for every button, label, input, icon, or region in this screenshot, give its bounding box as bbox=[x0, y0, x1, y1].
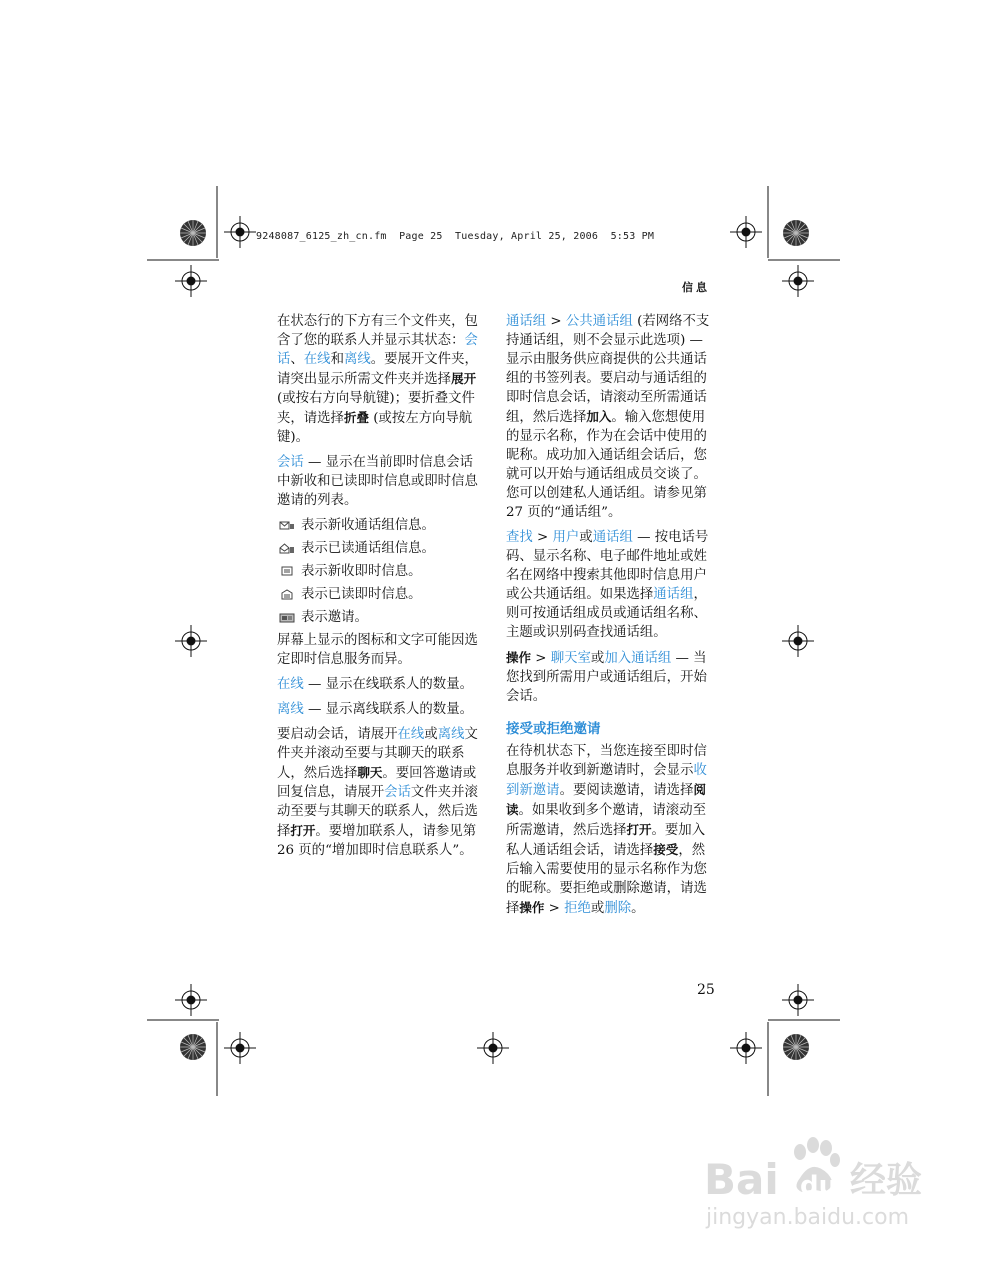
text: ，则可按通话组成员或通话组名称、主题或识别码查找通话组。 bbox=[506, 587, 707, 640]
read-instant-message-icon bbox=[279, 589, 295, 600]
link-online[interactable]: 在线 bbox=[303, 352, 331, 367]
text: > bbox=[544, 901, 565, 916]
link-join-group[interactable]: 加入通话组 bbox=[604, 651, 672, 666]
section-title: 接受或拒绝邀请 bbox=[506, 721, 601, 737]
text: 在状态行的下方有三个文件夹，包含了您的联系人并显示其状态： bbox=[277, 314, 478, 348]
icon-legend-row bbox=[277, 539, 484, 558]
watermark-url: jingyan.baidu.com bbox=[706, 1205, 910, 1230]
term-options: 操作 bbox=[519, 900, 545, 915]
term-join: 加入 bbox=[586, 409, 612, 424]
text: — 当您找到所需用户或通话组后，开始会话。 bbox=[506, 651, 707, 704]
text: 或 bbox=[424, 727, 438, 742]
watermark-brand-2: du bbox=[800, 1171, 838, 1201]
link-conversations[interactable]: 会话 bbox=[277, 455, 304, 470]
link-offline[interactable]: 离线 bbox=[277, 702, 304, 717]
watermark-brand: Bai bbox=[704, 1155, 779, 1204]
icon-legend-row bbox=[277, 516, 484, 535]
text: 或 bbox=[590, 901, 605, 916]
conversations-paragraph bbox=[277, 453, 484, 510]
link-conversations[interactable]: 会话 bbox=[384, 785, 411, 800]
link-delete[interactable]: 删除 bbox=[604, 901, 632, 916]
search-paragraph bbox=[506, 528, 712, 642]
link-groups[interactable]: 通话组 bbox=[653, 587, 694, 602]
link-new-invitation[interactable]: 收到新邀请 bbox=[506, 763, 707, 798]
text: 或 bbox=[579, 530, 593, 545]
link-chat-room[interactable]: 聊天室 bbox=[550, 651, 591, 666]
text: (或按左方向导航键)。 bbox=[277, 411, 473, 445]
link-online[interactable]: 在线 bbox=[277, 677, 304, 692]
icon-legend-label: 表示邀请。 bbox=[301, 610, 368, 625]
intro-paragraph bbox=[277, 312, 484, 447]
icon-legend-label: 表示已读通话组信息。 bbox=[301, 541, 435, 556]
link-online[interactable]: 在线 bbox=[397, 727, 425, 742]
text: > bbox=[546, 314, 566, 329]
text: 文件夹并滚动至要与其聊天的联系人，然后选择 bbox=[277, 727, 478, 781]
right-column bbox=[506, 312, 712, 924]
text: — 显示在线联系人的数量。 bbox=[303, 677, 473, 692]
text: 和 bbox=[330, 352, 344, 367]
link-users[interactable]: 用户 bbox=[552, 530, 580, 545]
text: 或 bbox=[590, 651, 605, 666]
text: 文件夹并滚动至要与其聊天的联系人，然后选择 bbox=[277, 785, 478, 839]
text: 要启动会话，请展开 bbox=[277, 727, 398, 742]
public-groups-paragraph bbox=[506, 312, 712, 522]
text: — 显示离线联系人的数量。 bbox=[303, 702, 473, 717]
text: 。要阅读邀请，请选择 bbox=[559, 783, 694, 798]
term-collapse: 折叠 bbox=[343, 410, 369, 425]
link-public-groups[interactable]: 公共通话组 bbox=[565, 314, 633, 329]
link-reject[interactable]: 拒绝 bbox=[564, 901, 591, 916]
new-group-message-icon bbox=[279, 520, 295, 531]
running-head: 信息 bbox=[682, 281, 710, 294]
term-read: 阅读 bbox=[506, 782, 706, 817]
link-conversations[interactable]: 会话 bbox=[277, 333, 478, 367]
term-open: 打开 bbox=[290, 823, 316, 838]
term-options: 操作 bbox=[506, 650, 532, 665]
term-expand: 展开 bbox=[451, 371, 477, 386]
online-paragraph bbox=[277, 675, 484, 694]
text: 在待机状态下，当您连接至即时信息服务并收到新邀请时，会显示 bbox=[506, 744, 707, 778]
text: 。要展开文件夹，请突出显示所需文件夹并选择 bbox=[277, 352, 478, 387]
text: > bbox=[532, 530, 553, 545]
start-conversation-paragraph bbox=[277, 725, 484, 860]
invitation-paragraph bbox=[506, 742, 712, 918]
watermark-cn: 经验 bbox=[850, 1160, 923, 1201]
text: 。要回答邀请或回复信息，请展开 bbox=[277, 766, 477, 800]
new-instant-message-icon bbox=[279, 566, 295, 577]
link-offline[interactable]: 离线 bbox=[343, 352, 371, 367]
text: 。输入您想使用的显示名称，作为在会话中使用的昵称。成功加入通话组会话后，您就可以开始与通话组成员交谈了。您可以创建私人通话组。请参见第 27 页的“通话组”。 bbox=[506, 410, 707, 520]
term-accept: 接受 bbox=[653, 842, 679, 857]
note-paragraph: 屏幕上显示的图标和文字可能因选定即时信息服务而异。 bbox=[277, 633, 478, 667]
text: — 显示在当前即时信息会话中新收和已读即时信息或即时信息邀请的列表。 bbox=[277, 455, 478, 508]
link-groups[interactable]: 通话组 bbox=[592, 530, 633, 545]
page-number: 25 bbox=[697, 982, 715, 998]
link-groups[interactable]: 通话组 bbox=[506, 314, 547, 329]
icon-legend-row bbox=[277, 585, 484, 604]
icon-legend-label: 表示已读即时信息。 bbox=[301, 587, 422, 602]
text: (或按右方向导航键)；要折叠文件夹，请选择 bbox=[277, 391, 475, 426]
text: 、 bbox=[290, 352, 304, 367]
text: > bbox=[531, 651, 551, 666]
link-offline[interactable]: 离线 bbox=[437, 727, 465, 742]
options-paragraph bbox=[506, 648, 712, 706]
left-column bbox=[277, 312, 484, 866]
file-header: 9248087_6125_zh_cn.fm Page 25 Tuesday, April 25, 2006 5:53 PM bbox=[256, 231, 655, 242]
text: 。如果收到多个邀请，请滚动至所需邀请，然后选择 bbox=[506, 803, 706, 838]
read-group-message-icon bbox=[279, 543, 295, 554]
text: ，然后输入需要使用的显示名称作为您的昵称。要拒绝或删除邀请，请选择 bbox=[506, 843, 707, 916]
text: 。要加入私人通话组会话，请选择 bbox=[506, 823, 706, 858]
invitation-icon bbox=[279, 612, 295, 623]
icon-legend-label: 表示新收即时信息。 bbox=[301, 564, 422, 579]
baidu-watermark bbox=[700, 1130, 950, 1230]
link-search[interactable]: 查找 bbox=[506, 530, 533, 545]
icon-legend-row bbox=[277, 562, 484, 581]
text: (若网络不支持通话组，则不会显示此选项) — 显示由服务供应商提供的公共通话组的书签列表。要启动与通话组的即时信息会话，请滚动至所需通话组，然后选择 bbox=[506, 314, 710, 425]
text: — 按电话号码、显示名称、电子邮件地址或姓名在网络中搜索其他即时信息用户或公共通话组。如果选择 bbox=[506, 530, 709, 602]
text: 。要增加联系人，请参见第 26 页的“增加即时信息联系人”。 bbox=[277, 824, 477, 858]
offline-paragraph bbox=[277, 700, 484, 719]
term-chat: 聊天 bbox=[357, 765, 383, 780]
icon-legend-row bbox=[277, 608, 484, 627]
icon-legend-label: 表示新收通话组信息。 bbox=[301, 518, 435, 533]
term-open: 打开 bbox=[626, 822, 652, 837]
text: 。 bbox=[631, 901, 645, 916]
